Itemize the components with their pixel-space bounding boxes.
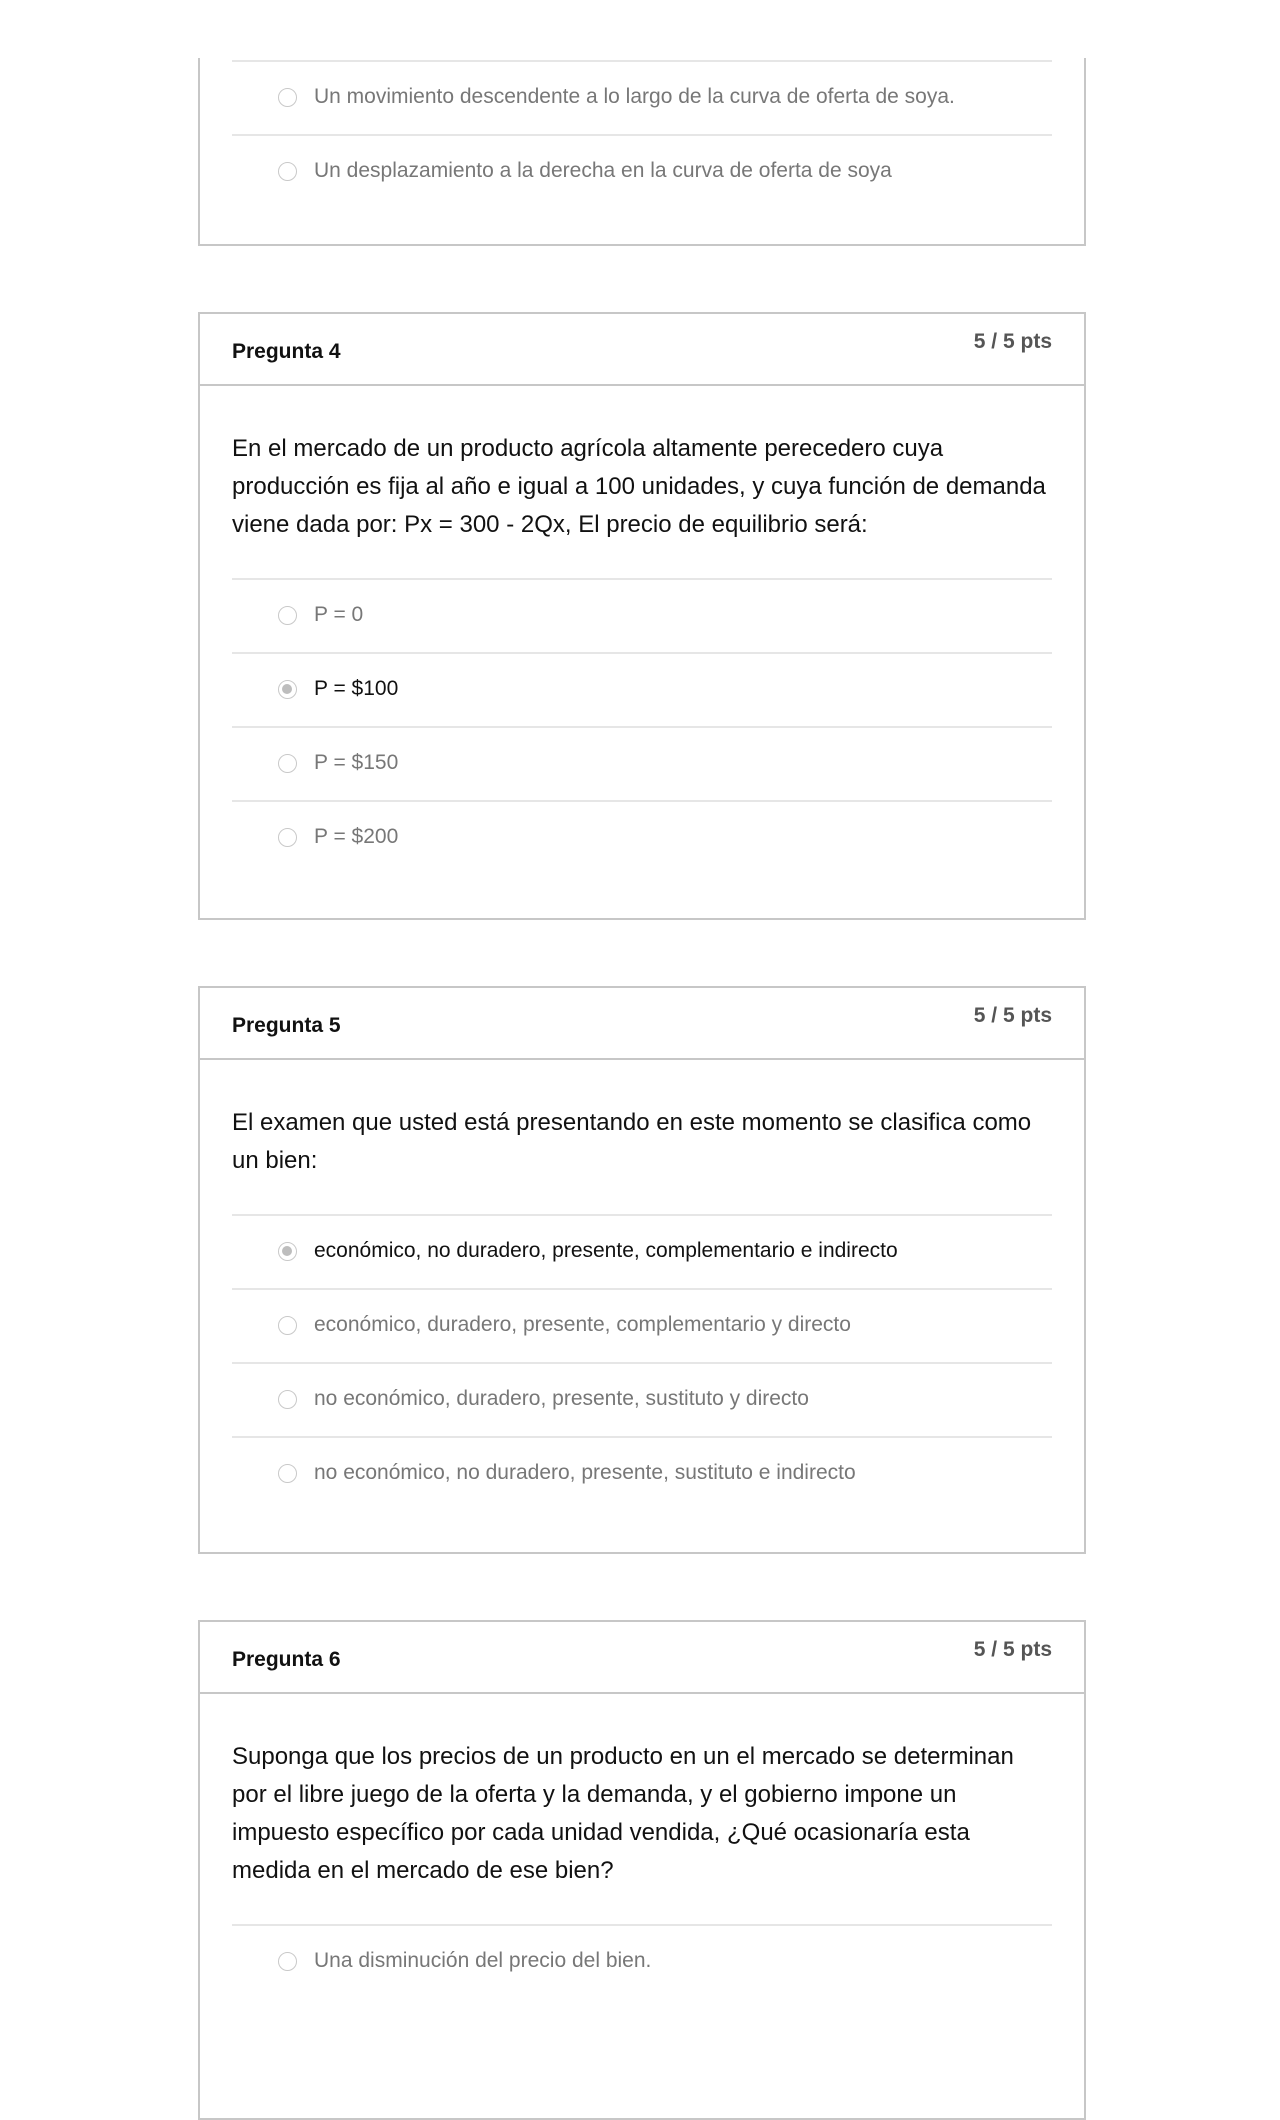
question-3-card [198, 58, 1086, 246]
answer-option[interactable] [232, 1290, 1052, 1364]
question-text: Suponga que los precios de un producto en un el mercado se determinan por el libre juego de la oferta y la demanda, y el gobierno impone un impuesto específico por cada unidad vendida, ¿Qué ocasionaría esta medida en el mercado de ese bien? [232, 1743, 1014, 1884]
question-text: En el mercado de un producto agrícola altamente perecedero cuya producción es fija al año e igual a 100 unidades, y cuya función de demanda viene dada por: Px = 300 - 2Qx, El precio de equilibrio será: [232, 435, 1046, 538]
radio-button[interactable] [278, 606, 297, 625]
question-title: Pregunta 5 [232, 1014, 341, 1037]
question-4-body [200, 386, 1084, 876]
radio-button[interactable] [278, 1952, 297, 1971]
answer-option-selected[interactable] [232, 1216, 1052, 1290]
answer-label: Una disminución del precio del bien. [314, 1949, 652, 1972]
answer-option[interactable] [232, 1364, 1052, 1438]
question-title: Pregunta 4 [232, 340, 341, 363]
radio-button[interactable] [278, 1464, 297, 1483]
answer-option[interactable] [232, 62, 1052, 136]
radio-button[interactable] [278, 754, 297, 773]
question-points: 5 / 5 pts [973, 1004, 1052, 1027]
answer-option[interactable] [232, 1926, 1052, 2000]
answer-label: P = $150 [314, 751, 399, 774]
radio-button[interactable] [278, 88, 297, 107]
answer-label: económico, duradero, presente, complementario y directo [314, 1313, 851, 1336]
question-6-body [200, 1694, 1084, 2000]
question-5-answers [232, 1214, 1052, 1512]
radio-button[interactable] [278, 1316, 297, 1335]
question-3-body [200, 60, 1084, 210]
question-title: Pregunta 6 [232, 1648, 341, 1671]
question-4-card [198, 312, 1086, 920]
answer-option[interactable] [232, 580, 1052, 654]
answer-label: no económico, no duradero, presente, sustituto e indirecto [314, 1461, 856, 1484]
question-points: 5 / 5 pts [973, 1638, 1052, 1661]
answer-label: P = $200 [314, 825, 399, 848]
answer-option[interactable] [232, 802, 1052, 876]
question-6-card [198, 1620, 1086, 2120]
answer-option-selected[interactable] [232, 654, 1052, 728]
answer-label: Un desplazamiento a la derecha en la curva de oferta de soya [314, 159, 892, 182]
answer-option[interactable] [232, 728, 1052, 802]
question-6-answers [232, 1924, 1052, 2000]
answer-label: económico, no duradero, presente, complementario e indirecto [314, 1239, 898, 1262]
question-4-answers [232, 578, 1052, 876]
question-5-card [198, 986, 1086, 1554]
question-3-answers [232, 60, 1052, 210]
question-points: 5 / 5 pts [973, 330, 1052, 353]
radio-button-checked[interactable] [278, 1242, 297, 1261]
answer-label: Un movimiento descendente a lo largo de la curva de oferta de soya. [314, 85, 955, 108]
radio-button[interactable] [278, 162, 297, 181]
answer-label: P = $100 [314, 677, 399, 700]
question-text: El examen que usted está presentando en este momento se clasifica como un bien: [232, 1109, 1032, 1174]
answer-option[interactable] [232, 136, 1052, 210]
question-5-header [200, 988, 1084, 1060]
radio-button-checked[interactable] [278, 680, 297, 699]
answer-option[interactable] [232, 1438, 1052, 1512]
question-5-body [200, 1060, 1084, 1512]
radio-button[interactable] [278, 828, 297, 847]
answer-label: P = 0 [314, 603, 364, 626]
question-6-header [200, 1622, 1084, 1694]
question-4-header [200, 314, 1084, 386]
answer-label: no económico, duradero, presente, sustituto y directo [314, 1387, 809, 1410]
radio-button[interactable] [278, 1390, 297, 1409]
